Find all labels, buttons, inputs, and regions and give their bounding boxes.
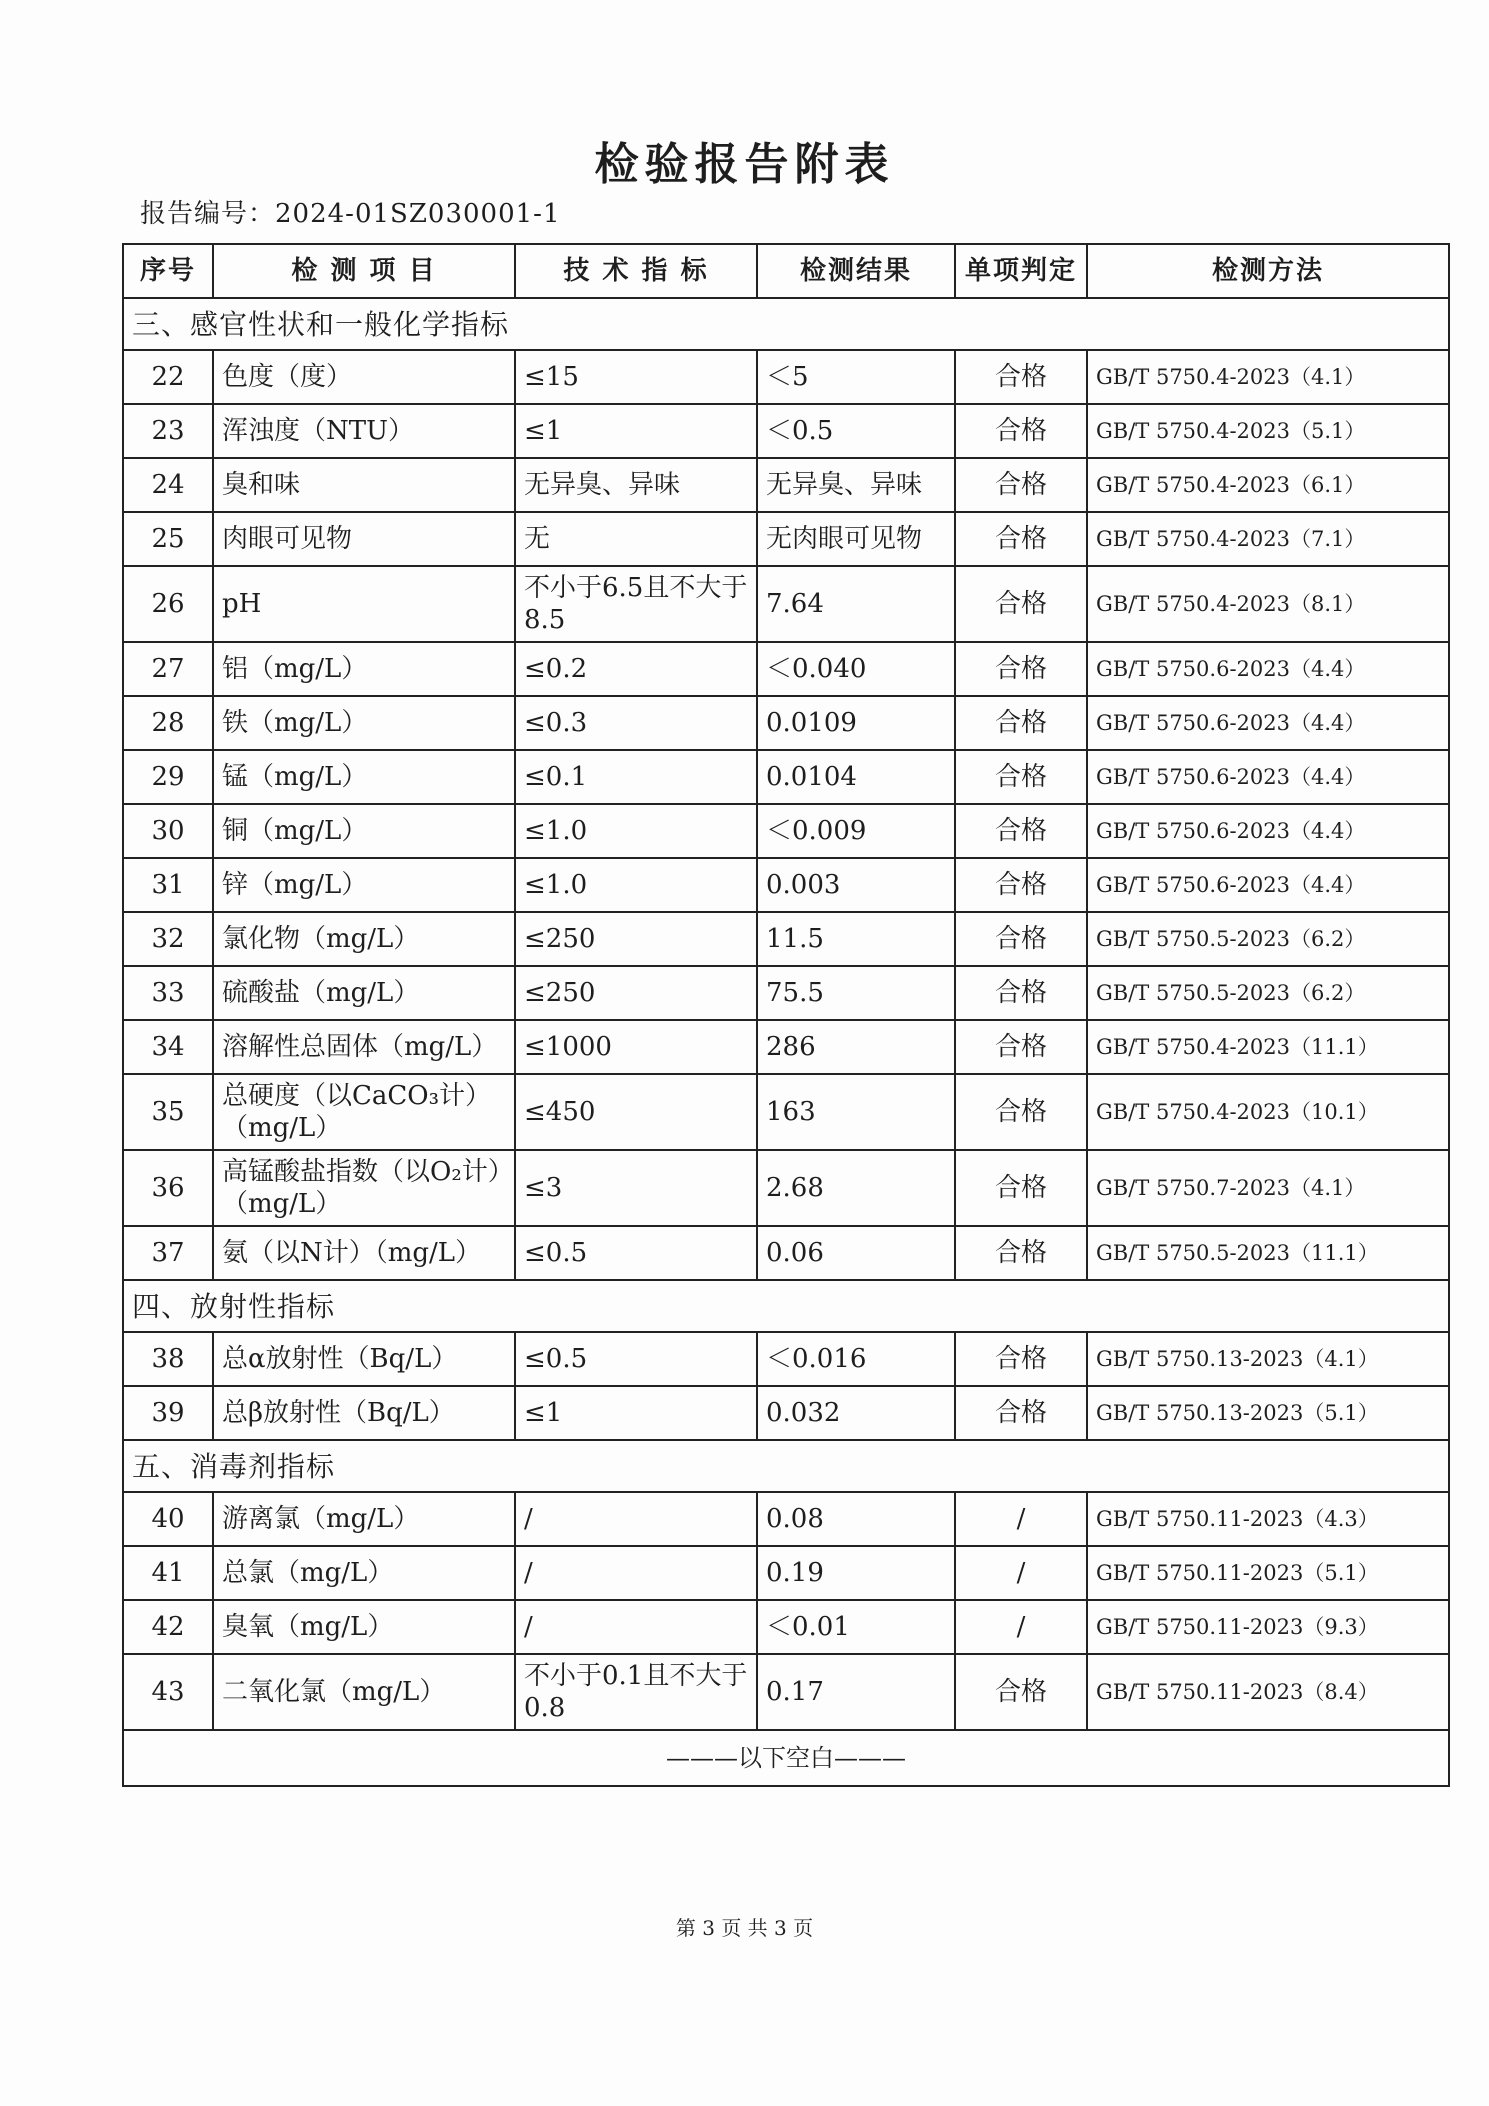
cell-judge: 合格 bbox=[955, 804, 1087, 858]
header-item: 检 测 项 目 bbox=[213, 244, 515, 298]
cell-item: 铜（mg/L） bbox=[213, 804, 515, 858]
cell-result: 0.06 bbox=[757, 1226, 955, 1280]
cell-result: ＜0.016 bbox=[757, 1332, 955, 1386]
cell-spec: ≤3 bbox=[515, 1150, 757, 1226]
cell-no: 43 bbox=[123, 1654, 213, 1730]
cell-item: 溶解性总固体（mg/L） bbox=[213, 1020, 515, 1074]
cell-result: ＜0.01 bbox=[757, 1600, 955, 1654]
cell-spec: ≤0.1 bbox=[515, 750, 757, 804]
cell-result: 无肉眼可见物 bbox=[757, 512, 955, 566]
table-row bbox=[123, 1150, 1449, 1226]
cell-spec: ≤15 bbox=[515, 350, 757, 404]
cell-judge: / bbox=[955, 1546, 1087, 1600]
cell-result: ＜0.040 bbox=[757, 642, 955, 696]
table-row bbox=[123, 1020, 1449, 1074]
cell-spec: ≤250 bbox=[515, 966, 757, 1020]
cell-no: 22 bbox=[123, 350, 213, 404]
cell-result: ＜5 bbox=[757, 350, 955, 404]
cell-result: 2.68 bbox=[757, 1150, 955, 1226]
header-no: 序号 bbox=[123, 244, 213, 298]
cell-spec: ≤1 bbox=[515, 404, 757, 458]
table-header-row bbox=[123, 244, 1449, 298]
cell-item: 总β放射性（Bq/L） bbox=[213, 1386, 515, 1440]
cell-judge: 合格 bbox=[955, 696, 1087, 750]
section-row bbox=[123, 1280, 1449, 1332]
cell-no: 23 bbox=[123, 404, 213, 458]
cell-spec: ≤450 bbox=[515, 1074, 757, 1150]
cell-judge: / bbox=[955, 1492, 1087, 1546]
cell-result: 0.17 bbox=[757, 1654, 955, 1730]
cell-no: 27 bbox=[123, 642, 213, 696]
section-row bbox=[123, 1440, 1449, 1492]
table-row bbox=[123, 750, 1449, 804]
cell-spec: 无异臭、异味 bbox=[515, 458, 757, 512]
cell-method: GB/T 5750.4-2023（10.1） bbox=[1087, 1074, 1449, 1150]
cell-item: 二氧化氯（mg/L） bbox=[213, 1654, 515, 1730]
table-row bbox=[123, 1074, 1449, 1150]
cell-spec: 不小于6.5且不大于8.5 bbox=[515, 566, 757, 642]
cell-item: 总α放射性（Bq/L） bbox=[213, 1332, 515, 1386]
cell-result: ＜0.5 bbox=[757, 404, 955, 458]
cell-method: GB/T 5750.4-2023（7.1） bbox=[1087, 512, 1449, 566]
cell-no: 32 bbox=[123, 912, 213, 966]
table-row bbox=[123, 1492, 1449, 1546]
cell-spec: 不小于0.1且不大于0.8 bbox=[515, 1654, 757, 1730]
cell-method: GB/T 5750.13-2023（4.1） bbox=[1087, 1332, 1449, 1386]
table-body bbox=[123, 298, 1449, 1730]
cell-judge: 合格 bbox=[955, 404, 1087, 458]
cell-judge: 合格 bbox=[955, 1386, 1087, 1440]
cell-spec: ≤0.3 bbox=[515, 696, 757, 750]
cell-item: 铝（mg/L） bbox=[213, 642, 515, 696]
cell-method: GB/T 5750.11-2023（4.3） bbox=[1087, 1492, 1449, 1546]
table-row bbox=[123, 804, 1449, 858]
cell-judge: 合格 bbox=[955, 1150, 1087, 1226]
cell-spec: / bbox=[515, 1546, 757, 1600]
section-title: 三、感官性状和一般化学指标 bbox=[123, 298, 1449, 350]
cell-item: 游离氯（mg/L） bbox=[213, 1492, 515, 1546]
cell-item: 总硬度（以CaCO₃计）（mg/L） bbox=[213, 1074, 515, 1150]
cell-spec: ≤1.0 bbox=[515, 804, 757, 858]
cell-method: GB/T 5750.5-2023（6.2） bbox=[1087, 912, 1449, 966]
end-note-row bbox=[123, 1730, 1449, 1786]
cell-judge: 合格 bbox=[955, 858, 1087, 912]
page-title: 检验报告附表 bbox=[594, 139, 895, 190]
cell-method: GB/T 5750.4-2023（11.1） bbox=[1087, 1020, 1449, 1074]
cell-item: 氯化物（mg/L） bbox=[213, 912, 515, 966]
cell-spec: ≤0.5 bbox=[515, 1226, 757, 1280]
table-row bbox=[123, 512, 1449, 566]
cell-no: 24 bbox=[123, 458, 213, 512]
cell-result: 0.032 bbox=[757, 1386, 955, 1440]
cell-result: 7.64 bbox=[757, 566, 955, 642]
cell-spec: ≤1000 bbox=[515, 1020, 757, 1074]
cell-no: 26 bbox=[123, 566, 213, 642]
cell-spec: ≤1 bbox=[515, 1386, 757, 1440]
cell-item: 色度（度） bbox=[213, 350, 515, 404]
section-title: 五、消毒剂指标 bbox=[123, 1440, 1449, 1492]
cell-item: 铁（mg/L） bbox=[213, 696, 515, 750]
cell-judge: 合格 bbox=[955, 966, 1087, 1020]
cell-no: 40 bbox=[123, 1492, 213, 1546]
end-note: ———以下空白——— bbox=[123, 1730, 1449, 1786]
table-row bbox=[123, 1546, 1449, 1600]
cell-result: 0.19 bbox=[757, 1546, 955, 1600]
cell-spec: ≤0.2 bbox=[515, 642, 757, 696]
cell-judge: / bbox=[955, 1600, 1087, 1654]
cell-spec: ≤1.0 bbox=[515, 858, 757, 912]
cell-result: ＜0.009 bbox=[757, 804, 955, 858]
cell-judge: 合格 bbox=[955, 642, 1087, 696]
section-row bbox=[123, 298, 1449, 350]
cell-item: pH bbox=[213, 566, 515, 642]
cell-item: 肉眼可见物 bbox=[213, 512, 515, 566]
cell-item: 浑浊度（NTU） bbox=[213, 404, 515, 458]
cell-method: GB/T 5750.11-2023（9.3） bbox=[1087, 1600, 1449, 1654]
report-number: 报告编号：2024-01SZ030001-1 bbox=[140, 199, 561, 229]
table-row bbox=[123, 1226, 1449, 1280]
cell-spec: ≤0.5 bbox=[515, 1332, 757, 1386]
cell-result: 0.0109 bbox=[757, 696, 955, 750]
cell-method: GB/T 5750.5-2023（11.1） bbox=[1087, 1226, 1449, 1280]
cell-method: GB/T 5750.4-2023（4.1） bbox=[1087, 350, 1449, 404]
cell-item: 高锰酸盐指数（以O₂计）（mg/L） bbox=[213, 1150, 515, 1226]
cell-spec: / bbox=[515, 1600, 757, 1654]
table-row bbox=[123, 642, 1449, 696]
cell-method: GB/T 5750.6-2023（4.4） bbox=[1087, 750, 1449, 804]
cell-no: 31 bbox=[123, 858, 213, 912]
section-title: 四、放射性指标 bbox=[123, 1280, 1449, 1332]
cell-no: 25 bbox=[123, 512, 213, 566]
cell-item: 臭氧（mg/L） bbox=[213, 1600, 515, 1654]
cell-judge: 合格 bbox=[955, 1654, 1087, 1730]
cell-judge: 合格 bbox=[955, 1074, 1087, 1150]
cell-no: 30 bbox=[123, 804, 213, 858]
cell-judge: 合格 bbox=[955, 1332, 1087, 1386]
cell-method: GB/T 5750.6-2023（4.4） bbox=[1087, 858, 1449, 912]
cell-no: 39 bbox=[123, 1386, 213, 1440]
cell-no: 33 bbox=[123, 966, 213, 1020]
cell-method: GB/T 5750.7-2023（4.1） bbox=[1087, 1150, 1449, 1226]
cell-judge: 合格 bbox=[955, 458, 1087, 512]
cell-judge: 合格 bbox=[955, 1020, 1087, 1074]
header-spec: 技 术 指 标 bbox=[515, 244, 757, 298]
table-row bbox=[123, 966, 1449, 1020]
table-row bbox=[123, 566, 1449, 642]
table-row bbox=[123, 458, 1449, 512]
cell-judge: 合格 bbox=[955, 350, 1087, 404]
cell-judge: 合格 bbox=[955, 750, 1087, 804]
cell-no: 37 bbox=[123, 1226, 213, 1280]
table-row bbox=[123, 1332, 1449, 1386]
cell-result: 0.003 bbox=[757, 858, 955, 912]
cell-result: 75.5 bbox=[757, 966, 955, 1020]
cell-method: GB/T 5750.4-2023（5.1） bbox=[1087, 404, 1449, 458]
cell-result: 286 bbox=[757, 1020, 955, 1074]
cell-method: GB/T 5750.11-2023（8.4） bbox=[1087, 1654, 1449, 1730]
cell-method: GB/T 5750.6-2023（4.4） bbox=[1087, 642, 1449, 696]
header-judge: 单项判定 bbox=[955, 244, 1087, 298]
cell-no: 36 bbox=[123, 1150, 213, 1226]
cell-no: 35 bbox=[123, 1074, 213, 1150]
cell-item: 锌（mg/L） bbox=[213, 858, 515, 912]
cell-judge: 合格 bbox=[955, 566, 1087, 642]
cell-result: 11.5 bbox=[757, 912, 955, 966]
cell-item: 氨（以N计）（mg/L） bbox=[213, 1226, 515, 1280]
page-footer: 第 3 页 共 3 页 bbox=[675, 1916, 814, 1940]
table-row bbox=[123, 1654, 1449, 1730]
cell-no: 38 bbox=[123, 1332, 213, 1386]
cell-method: GB/T 5750.6-2023（4.4） bbox=[1087, 696, 1449, 750]
header-method: 检测方法 bbox=[1087, 244, 1449, 298]
cell-judge: 合格 bbox=[955, 512, 1087, 566]
table-row bbox=[123, 1386, 1449, 1440]
cell-method: GB/T 5750.5-2023（6.2） bbox=[1087, 966, 1449, 1020]
cell-no: 42 bbox=[123, 1600, 213, 1654]
cell-method: GB/T 5750.13-2023（5.1） bbox=[1087, 1386, 1449, 1440]
cell-no: 34 bbox=[123, 1020, 213, 1074]
cell-spec: / bbox=[515, 1492, 757, 1546]
cell-judge: 合格 bbox=[955, 1226, 1087, 1280]
cell-item: 总氯（mg/L） bbox=[213, 1546, 515, 1600]
header-result: 检测结果 bbox=[757, 244, 955, 298]
cell-method: GB/T 5750.4-2023（8.1） bbox=[1087, 566, 1449, 642]
cell-result: 0.0104 bbox=[757, 750, 955, 804]
cell-no: 41 bbox=[123, 1546, 213, 1600]
table-row bbox=[123, 1600, 1449, 1654]
cell-result: 0.08 bbox=[757, 1492, 955, 1546]
cell-method: GB/T 5750.6-2023（4.4） bbox=[1087, 804, 1449, 858]
cell-no: 28 bbox=[123, 696, 213, 750]
table-row bbox=[123, 404, 1449, 458]
cell-item: 臭和味 bbox=[213, 458, 515, 512]
cell-item: 硫酸盐（mg/L） bbox=[213, 966, 515, 1020]
cell-judge: 合格 bbox=[955, 912, 1087, 966]
table-row bbox=[123, 350, 1449, 404]
cell-result: 163 bbox=[757, 1074, 955, 1150]
cell-method: GB/T 5750.11-2023（5.1） bbox=[1087, 1546, 1449, 1600]
table-row bbox=[123, 858, 1449, 912]
table-row bbox=[123, 696, 1449, 750]
cell-result: 无异臭、异味 bbox=[757, 458, 955, 512]
cell-item: 锰（mg/L） bbox=[213, 750, 515, 804]
cell-method: GB/T 5750.4-2023（6.1） bbox=[1087, 458, 1449, 512]
cell-spec: ≤250 bbox=[515, 912, 757, 966]
inspection-table bbox=[122, 243, 1450, 1787]
table-row bbox=[123, 912, 1449, 966]
cell-spec: 无 bbox=[515, 512, 757, 566]
cell-no: 29 bbox=[123, 750, 213, 804]
